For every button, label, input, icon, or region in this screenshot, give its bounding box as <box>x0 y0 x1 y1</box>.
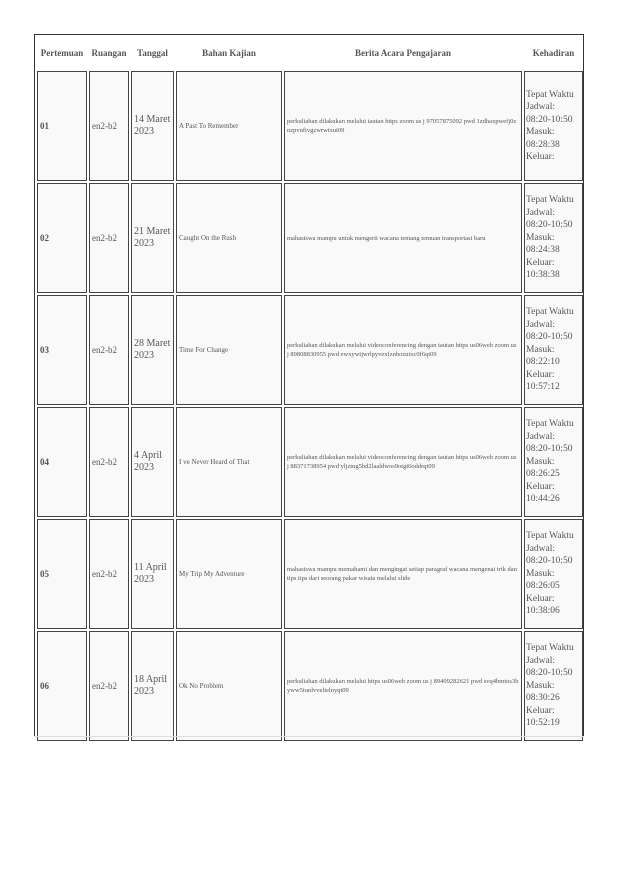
table-row <box>37 407 583 517</box>
teaching-report: perkuliahan dilakukan melalui https us06web zoom us j 89409282621 pwd svq4bmtos3byww5iunlvvelielnyqt09 <box>284 631 522 741</box>
meeting-date: 21 Maret 2023 <box>131 183 174 293</box>
check-in-time: 08:26:25 <box>526 469 560 480</box>
check-in-time: 08:24:38 <box>526 245 560 256</box>
table-row <box>37 183 583 293</box>
attendance-cell <box>524 407 583 517</box>
check-out-label: Keluar: <box>526 593 555 604</box>
attendance-status: Tepat Waktu <box>526 531 574 542</box>
header-date: Tanggal <box>137 48 168 58</box>
schedule-time: 08:20-10:50 <box>526 668 573 679</box>
meeting-number: 04 <box>37 407 87 517</box>
meeting-date: 4 April 2023 <box>131 407 174 517</box>
table-row <box>37 71 583 181</box>
teaching-report: mahasiswa mampu memahami dan mengingat setiap paragraf wacana mengenai trik dan tips tips dari seorang pakar wisata melalui slide <box>284 519 522 629</box>
check-in-time: 08:30:26 <box>526 693 560 704</box>
check-out-label: Keluar: <box>526 257 555 268</box>
topic: A Past To Remember <box>176 71 282 181</box>
teaching-report: mahasiswa mampu untuk mengerti wacana tentang temuan transportasi baru <box>284 183 522 293</box>
topic: My Trip My Adventure <box>176 519 282 629</box>
header-meeting: Pertemuan <box>40 48 84 58</box>
meeting-date: 11 April 2023 <box>131 519 174 629</box>
check-out-label: Keluar: <box>526 369 555 380</box>
header-attendance: Kehadiran <box>532 48 575 58</box>
room-code: en2-b2 <box>89 295 129 405</box>
check-out-label: Keluar: <box>526 152 555 162</box>
check-in-label: Masuk: <box>526 344 555 355</box>
room-code: en2-b2 <box>89 519 129 629</box>
schedule-time: 08:20-10:50 <box>526 556 573 567</box>
schedule-time: 08:20-10:50 <box>526 114 573 125</box>
schedule-label: Jadwal: <box>526 207 556 218</box>
check-out-time: 10:57:12 <box>526 382 560 393</box>
check-in-time: 08:22:10 <box>526 357 560 368</box>
check-in-label: Masuk: <box>526 232 555 243</box>
attendance-status: Tepat Waktu <box>526 195 574 206</box>
meeting-number: 05 <box>37 519 87 629</box>
attendance-cell <box>524 71 583 181</box>
topic: Time For Change <box>176 295 282 405</box>
table-row <box>37 295 583 405</box>
schedule-label: Jadwal: <box>526 543 556 554</box>
check-out-time: 10:44:26 <box>526 494 560 505</box>
check-in-label: Masuk: <box>526 568 555 579</box>
teaching-log-table <box>35 35 585 743</box>
meeting-number: 01 <box>37 71 87 181</box>
attendance-sheet <box>34 34 584 737</box>
header-topic: Bahan Kajian <box>202 48 256 58</box>
table-row <box>37 631 583 741</box>
check-out-label: Keluar: <box>526 705 555 716</box>
meeting-date: 18 April 2023 <box>131 631 174 741</box>
attendance-status: Tepat Waktu <box>526 419 574 430</box>
attendance-cell <box>524 295 583 405</box>
attendance-status: Tepat Waktu <box>526 643 574 654</box>
check-out-time: 10:52:19 <box>526 718 560 729</box>
check-out-time: 10:38:38 <box>526 270 560 281</box>
schedule-time: 08:20-10:50 <box>526 444 573 455</box>
room-code: en2-b2 <box>89 183 129 293</box>
attendance-status: Tepat Waktu <box>526 89 574 100</box>
room-code: en2-b2 <box>89 407 129 517</box>
check-in-label: Masuk: <box>526 456 555 467</box>
schedule-time: 08:20-10:50 <box>526 332 573 343</box>
attendance-cell <box>524 183 583 293</box>
check-in-label: Masuk: <box>526 680 555 691</box>
room-code: en2-b2 <box>89 631 129 741</box>
check-out-label: Keluar: <box>526 481 555 492</box>
schedule-label: Jadwal: <box>526 431 556 442</box>
schedule-time: 08:20-10:50 <box>526 220 573 231</box>
meeting-date: 14 Maret 2023 <box>131 71 174 181</box>
meeting-number: 06 <box>37 631 87 741</box>
topic: Caught On the Rush <box>176 183 282 293</box>
attendance-status: Tepat Waktu <box>526 307 574 318</box>
check-in-label: Masuk: <box>526 127 555 137</box>
meeting-number: 03 <box>37 295 87 405</box>
teaching-report: perkuliahan dilakukan melalui videoconferencing dengan tautan https us06web zoom us j 88371738954 pwd yljzmg5bd2laaldwos9otgt6oddrqt09 <box>284 407 522 517</box>
room-code: en2-b2 <box>89 71 129 181</box>
header-room: Ruangan <box>91 48 127 58</box>
page-cut-divider <box>34 736 584 737</box>
teaching-report: perkuliahan dilakukan melalui videoconferencing dengan tautan https us06web zoom us j 89808830955 pwd ewxywtjwrlpyvexfznbozutxc0f6qt09 <box>284 295 522 405</box>
schedule-label: Jadwal: <box>526 655 556 666</box>
check-in-time: 08:26:05 <box>526 581 560 592</box>
teaching-report: perkuliahan dilakukan melalui tautan https zoom us j 97057875092 pwd 1zdhaxpwefj0znzpvnfivgzwrwtxut09 <box>284 71 522 181</box>
attendance-cell <box>524 519 583 629</box>
table-header-row <box>37 37 583 69</box>
meeting-date: 28 Maret 2023 <box>131 295 174 405</box>
header-news: Berita Acara Pengajaran <box>355 48 451 58</box>
meeting-number: 02 <box>37 183 87 293</box>
schedule-label: Jadwal: <box>526 319 556 330</box>
topic: I ve Never Heard of That <box>176 407 282 517</box>
attendance-cell <box>524 631 583 741</box>
topic: Ok No Problem <box>176 631 282 741</box>
table-row <box>37 519 583 629</box>
check-out-time: 10:38:06 <box>526 606 560 617</box>
check-in-time: 08:28:38 <box>526 139 560 150</box>
schedule-label: Jadwal: <box>526 102 556 112</box>
